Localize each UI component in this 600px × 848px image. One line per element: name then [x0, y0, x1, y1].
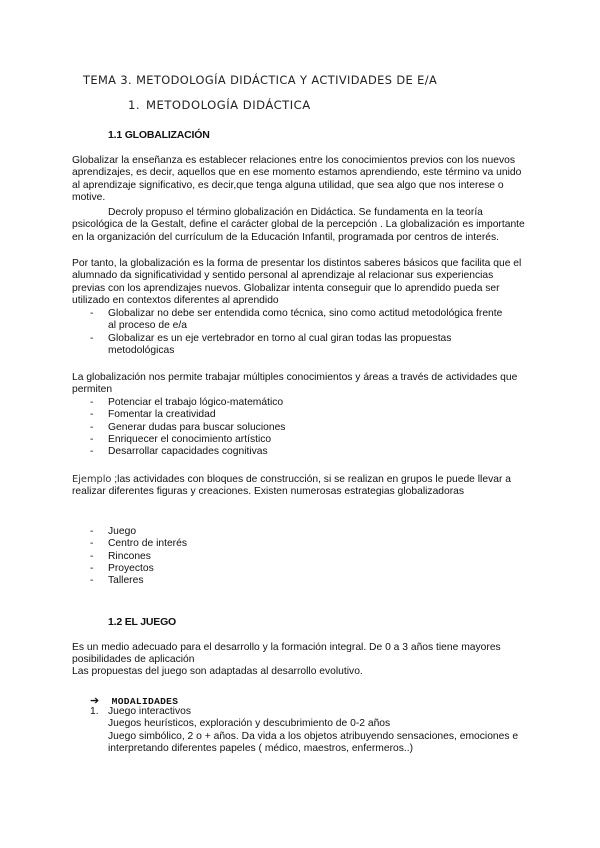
list-item: - Centro de interés	[72, 538, 512, 550]
list-item: - Globalizar no debe ser entendida como técnica, sino como actitud metodológica frente al proceso de e/a	[72, 308, 512, 333]
item-line: Juego interactivos	[108, 706, 191, 717]
item-number: 1.	[90, 706, 99, 717]
actividades-bullet-list	[72, 397, 512, 458]
list-item: - Fomentar la creatividad	[72, 409, 512, 421]
subheading-globalizacion: 1.1 GLOBALIZACIÓN	[108, 129, 210, 141]
list-item: - Rincones	[72, 551, 512, 563]
paragraph-globalizar: Globalizar la enseñanza es establecer relaciones entre los conocimientos previos con los nuevos aprendizajes, es decir, aquellos que en ese momento estamos aprendiendo, este término va unido al aprendizaje significativo, es decir,que tenga alguna utilidad, que sea algo que nos interese o motive.	[72, 155, 522, 203]
list-item: - Talleres	[72, 575, 512, 587]
paragraph-por-tanto: Por tanto, la globalización es la forma de presentar los distintos saberes básicos que facilita que el alumnado da significatividad y sentido personal al aprendizaje al relacionar sus experiencias previas con los aprendizajes nuevos. Globalizar intenta conseguir que lo aprendido pueda ser utilizado en contextos diferentes al aprendido	[72, 258, 522, 306]
ejemplo-label: Ejemplo	[72, 474, 112, 485]
list-item: - Juego	[72, 526, 512, 538]
list-item: - Potenciar el trabajo lógico-matemático	[72, 397, 512, 409]
paragraph-multiples: La globalización nos permite trabajar múltiples conocimientos y áreas a través de actividades que permiten	[72, 372, 518, 396]
item-line: Juegos heurísticos, exploración y descubrimiento de 0-2 años	[108, 718, 391, 730]
section-number: 1.	[128, 98, 141, 112]
estrategias-bullet-list	[72, 526, 512, 587]
list-item: - Globalizar es un eje vertebrador en torno al cual giran todas las propuestas metodológicas	[72, 333, 512, 358]
section-title: METODOLOGÍA DIDÁCTICA	[146, 98, 311, 112]
arrow-right-icon: ➔	[90, 695, 100, 707]
document-title: TEMA 3. METODOLOGÍA DIDÁCTICA Y ACTIVIDADES DE E/A	[83, 73, 438, 87]
ejemplo-text: ;las actividades con bloques de construcción, si se realizan en grupos le puede llevar a realizar diferentes figuras y creaciones. Existen numerosas estrategias globalizadoras	[72, 474, 511, 498]
paragraph-decroly: Decroly propuso el término globalización en Didáctica. Se fundamenta en la teoría psicológica de la Gestalt, define el carácter global de la percepción . La globalización es importante en la organización del currículum de la Educación Infantil, programada por centros de interés.	[72, 207, 525, 243]
list-item: - Proyectos	[72, 563, 512, 575]
list-item: - Desarrollar capacidades cognitivas	[72, 446, 512, 458]
list-item: - Enriquecer el conocimiento artístico	[72, 434, 512, 446]
paragraph-ejemplo	[72, 474, 527, 499]
section-heading	[128, 98, 311, 112]
paragraph-juego-medio: Es un medio adecuado para el desarrollo y la formación integral. De 0 a 3 años tiene mayores posibilidades de aplicación	[72, 642, 501, 666]
item-body	[108, 706, 530, 755]
modalidad-item-1	[90, 706, 530, 755]
modalidades-label: MODALIDADES	[111, 696, 179, 707]
item-line: Juego simbólico, 2 o + años. Da vida a los objetos atribuyendo sensaciones, emociones e interpretando diferentes papeles ( médico, maestros, enfermeros..)	[108, 730, 519, 754]
paragraph-juego-propuestas: Las propuestas del juego son adaptadas al desarrollo evolutivo.	[72, 666, 363, 677]
subheading-juego: 1.2 EL JUEGO	[108, 616, 177, 628]
list-item: - Generar dudas para buscar soluciones	[72, 422, 512, 434]
globalizar-bullet-list	[72, 308, 512, 357]
